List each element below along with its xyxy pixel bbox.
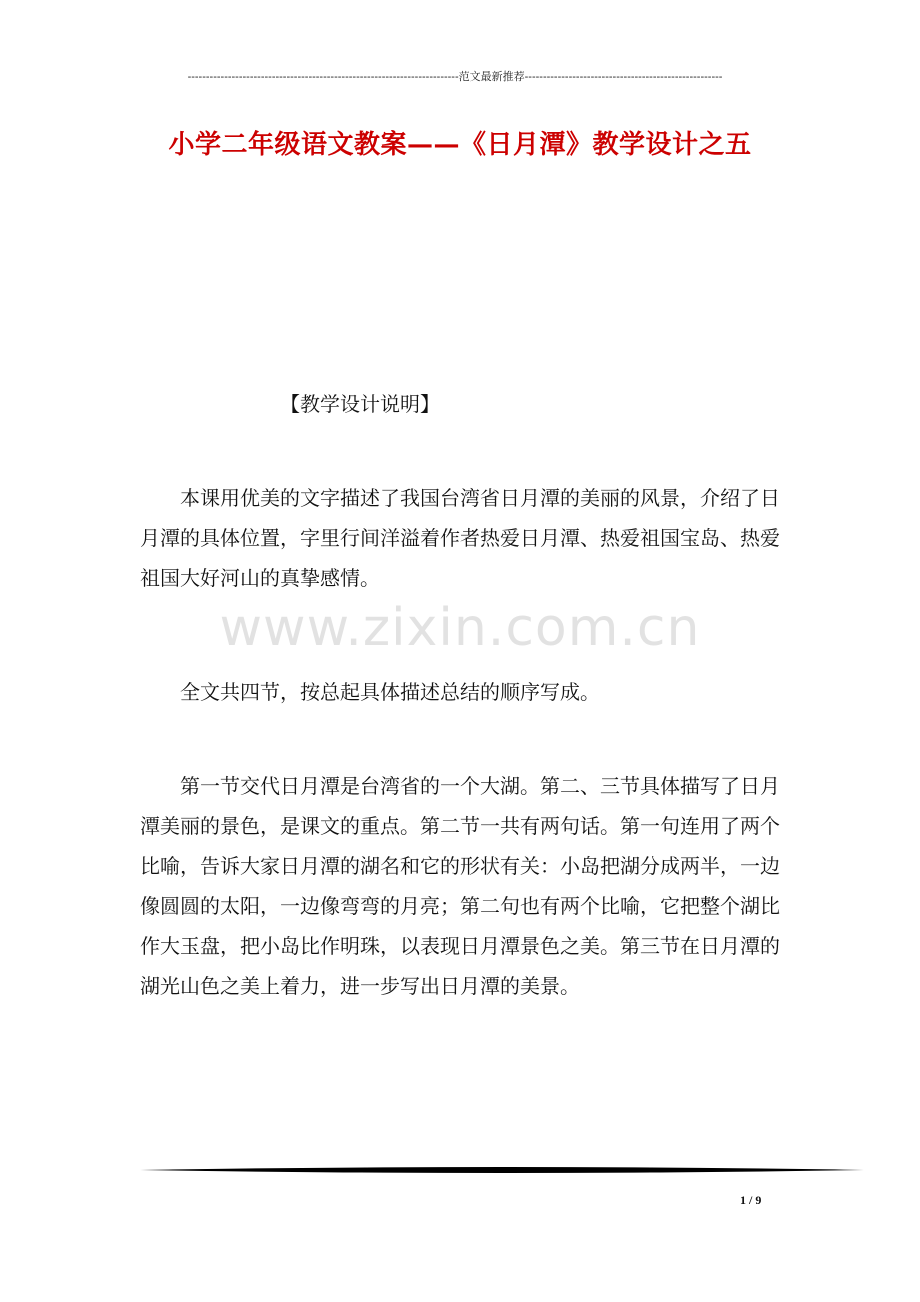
page-header: --------------------------------------------------------------------------范文最新推荐------------------------------------------------------: [187, 71, 723, 83]
paragraph-1: 本课用优美的文字描述了我国台湾省日月潭的美丽的风景，介绍了日月潭的具体位置，字里行间洋溢着作者热爱日月潭、热爱祖国宝岛、热爱祖国大好河山的真挚感情。: [140, 486, 780, 590]
paragraph-2: 全文共四节，按总起具体描述总结的顺序写成。: [180, 680, 600, 704]
document-title: 小学二年级语文教案——《日月潭》教学设计之五: [168, 130, 752, 160]
watermark: www.zixin.com.cn: [219, 598, 701, 658]
page-number: 1 / 9: [740, 1193, 762, 1207]
paragraph-3: 第一节交代日月潭是台湾省的一个大湖。第二、三节具体描写了日月潭美丽的景色，是课文的重点。第二节一共有两句话。第一句连用了两个比喻，告诉大家日月潭的湖名和它的形状有关：小岛把湖分成两半，一边像圆圆的太阳，一边像弯弯的月亮；第二句也有两个比喻，它把整个湖比作大玉盘，把小岛比作明珠，以表现日月潭景色之美。第三节在日月潭的湖光山色之美上着力，进一步写出日月潭的美景。: [140, 774, 780, 998]
footer-rule: [140, 1164, 864, 1176]
section-heading: 【教学设计说明】: [280, 392, 440, 416]
